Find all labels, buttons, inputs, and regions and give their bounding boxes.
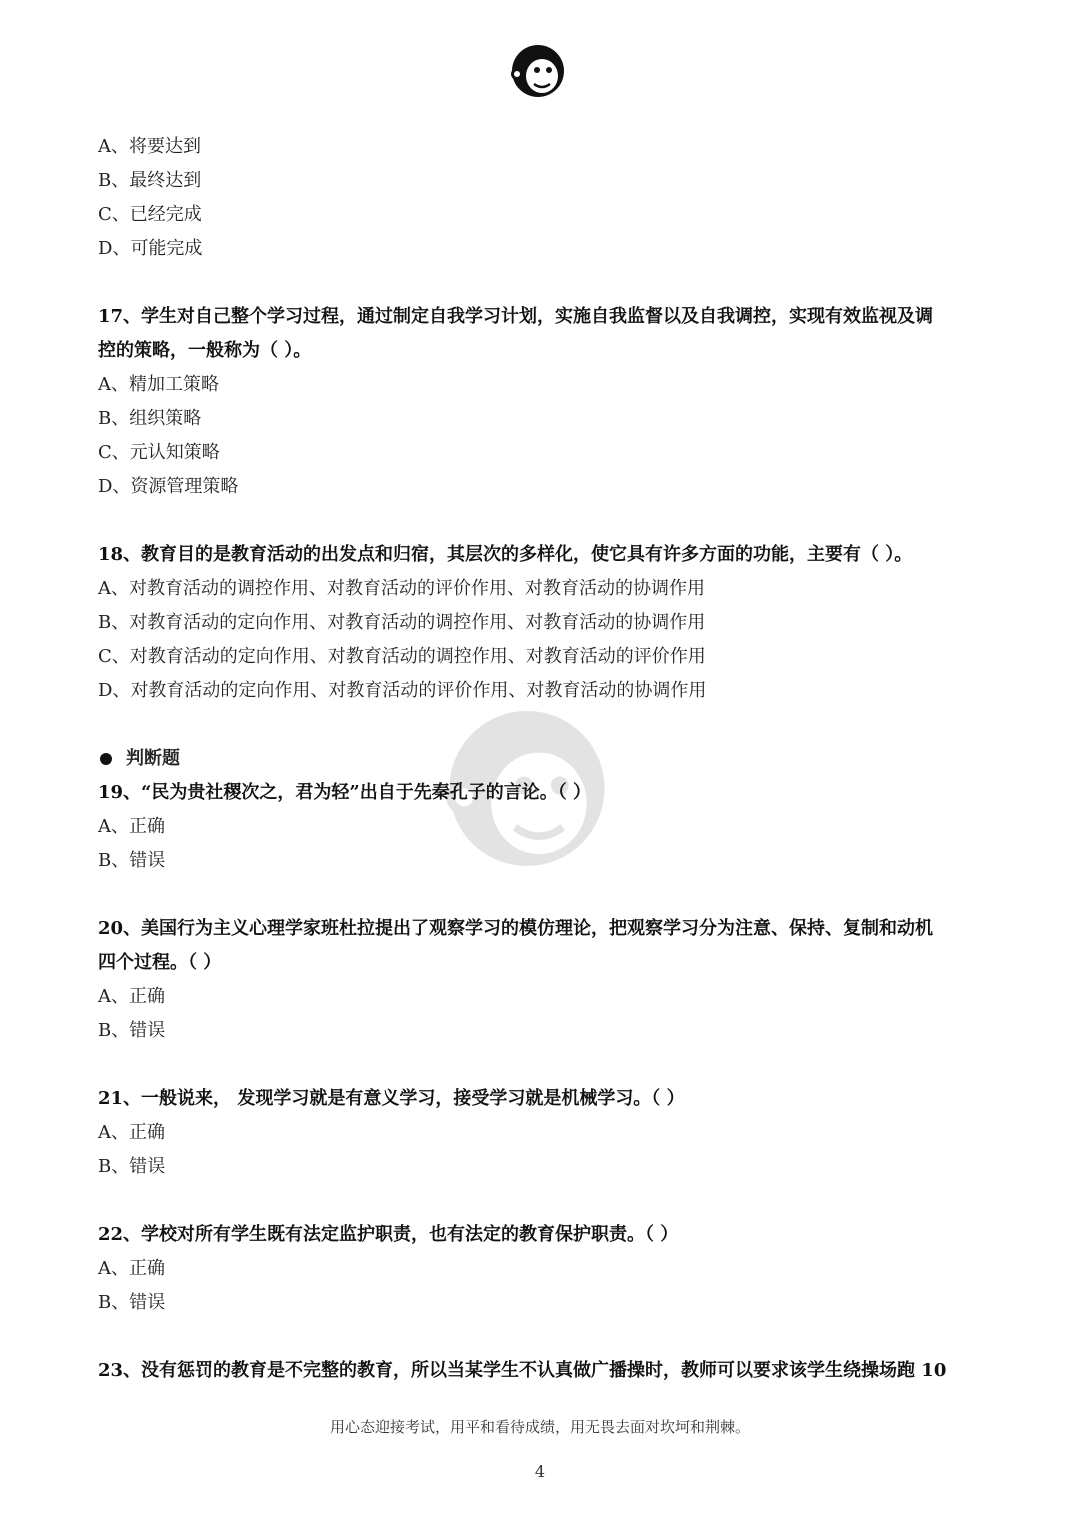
option-line: B、对教育活动的定向作用、对教育活动的调控作用、对教育活动的协调作用 <box>98 612 706 633</box>
option-line: B、错误 <box>98 850 166 871</box>
option-line: A、对教育活动的调控作用、对教育活动的评价作用、对教育活动的协调作用 <box>98 578 705 599</box>
option-line: D、对教育活动的定向作用、对教育活动的评价作用、对教育活动的协调作用 <box>98 680 707 701</box>
option-line: A、正确 <box>98 816 165 837</box>
exam-content <box>98 130 998 1388</box>
option-line: C、对教育活动的定向作用、对教育活动的调控作用、对教育活动的评价作用 <box>98 646 706 667</box>
option-line: B、最终达到 <box>98 170 202 191</box>
footer-motto: 用心态迎接考试，用平和看待成绩，用无畏去面对坎坷和荆棘。 <box>329 1418 750 1436</box>
option-line: A、将要达到 <box>98 136 201 157</box>
option-line: A、正确 <box>98 1122 165 1143</box>
question-21: 21、一般说来， 发现学习就是有意义学习，接受学习就是机械学习。（ ） <box>98 1088 685 1109</box>
option-line: D、资源管理策略 <box>98 476 239 497</box>
question-19: 19、“民为贵社稷次之，君为轻”出自于先秦孔子的言论。（ ） <box>98 782 592 803</box>
question-22: 22、学校对所有学生既有法定监护职责，也有法定的教育保护职责。（ ） <box>98 1224 679 1245</box>
section-title: 判断题 <box>98 742 998 776</box>
option-line: B、错误 <box>98 1020 166 1041</box>
option-line: A、精加工策略 <box>98 374 219 395</box>
option-line: B、组织策略 <box>98 408 202 429</box>
page-number: 4 <box>534 1462 546 1481</box>
bullet-icon <box>100 753 112 765</box>
option-line: B、错误 <box>98 1156 166 1177</box>
option-line: C、元认知策略 <box>98 442 220 463</box>
option-line: D、可能完成 <box>98 238 203 259</box>
question-17: 17、学生对自己整个学习过程，通过制定自我学习计划，实施自我监督以及自我调控，实现有效监视及调 控的策略，一般称为（ ）。 <box>98 306 934 361</box>
question-18: 18、教育目的是教育活动的出发点和归宿，其层次的多样化，使它具有许多方面的功能，主要有（ ）。 <box>98 544 913 565</box>
option-line: A、正确 <box>98 986 165 1007</box>
question-23: 23、没有惩罚的教育是不完整的教育，所以当某学生不认真做广播操时，教师可以要求该学生绕操场跑 10 <box>98 1360 947 1381</box>
question-20: 20、美国行为主义心理学家班杜拉提出了观察学习的模仿理论，把观察学习分为注意、保持、复制和动机 四个过程。（ ） <box>98 918 934 973</box>
option-line: B、错误 <box>98 1292 166 1313</box>
option-line: A、正确 <box>98 1258 165 1279</box>
option-line: C、已经完成 <box>98 204 202 225</box>
monkey-logo-icon <box>508 38 568 100</box>
